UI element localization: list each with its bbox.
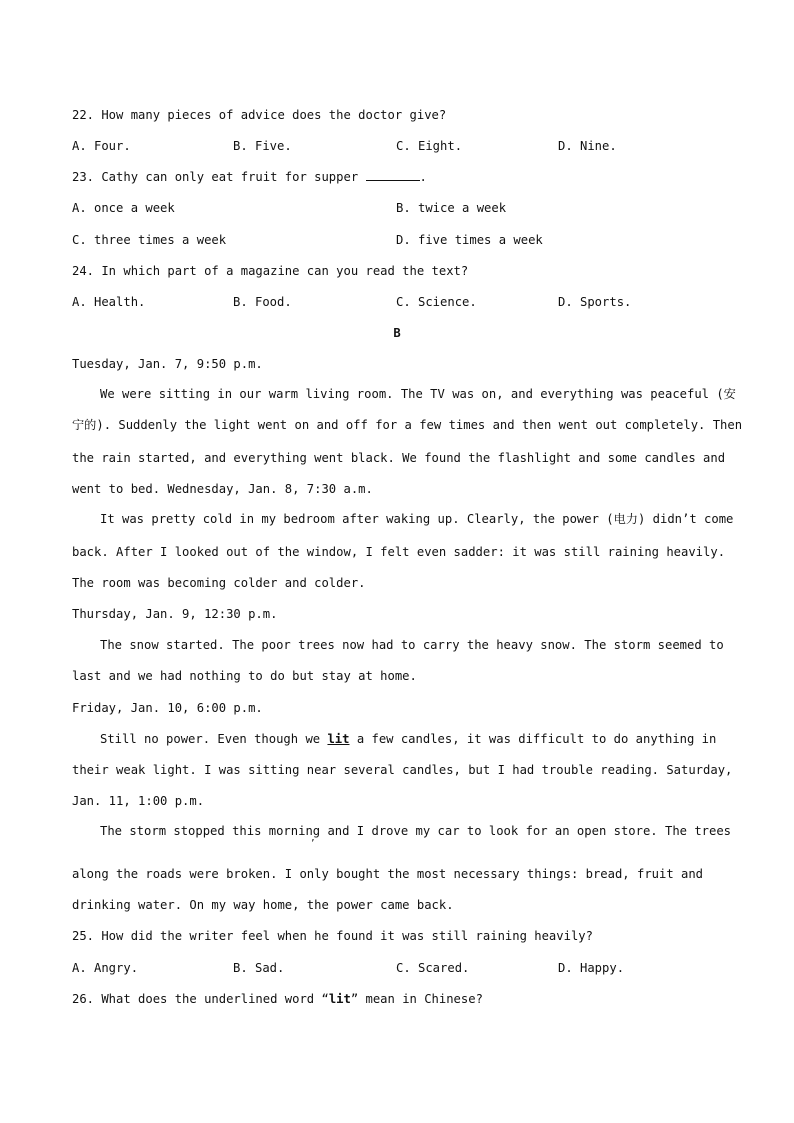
q23-stem-end: .	[419, 170, 427, 184]
passage-line: The snow started. The poor trees now had to carry the heavy snow. The storm seemed to	[100, 638, 724, 652]
passage-line: went to bed. Wednesday, Jan. 8, 7:30 a.m.	[72, 482, 373, 496]
passage-line: last and we had nothing to do but stay at home.	[72, 669, 417, 683]
q22-option-a: A. Four.	[72, 139, 131, 153]
q24-option-b: B. Food.	[233, 295, 292, 309]
q22-option-c: C. Eight.	[396, 139, 463, 153]
q23-option-d: D. five times a week	[396, 233, 543, 247]
underlined-word: lit	[327, 732, 350, 746]
q24-option-d: D. Sports.	[558, 295, 632, 309]
passage-line: The storm stopped this morning and I drove my car to look for an open store. The trees	[100, 824, 732, 838]
passage-line: It was pretty cold in my bedroom after waking up. Clearly, the power (电力) didn’t come	[100, 512, 734, 526]
q22-option-b: B. Five.	[233, 139, 292, 153]
question-26-stem	[72, 991, 483, 1007]
question-25-stem: 25. How did the writer feel when he found it was still raining heavily?	[72, 929, 593, 943]
q25-option-b: B. Sad.	[233, 961, 285, 975]
entry-date-thursday: Thursday, Jan. 9, 12:30 p.m.	[72, 607, 278, 621]
q25-option-d: D. Happy.	[558, 961, 625, 975]
q23-option-a: A. once a week	[72, 201, 175, 215]
entry-date-tuesday: Tuesday, Jan. 7, 9:50 p.m.	[72, 357, 263, 371]
passage-line: their weak light. I was sitting near several candles, but I had trouble reading. Saturday,	[72, 763, 733, 777]
question-24-stem: 24. In which part of a magazine can you read the text?	[72, 264, 469, 278]
q24-option-c: C. Science.	[396, 295, 477, 309]
passage-text: a few candles, it was difficult to do anything in	[349, 732, 717, 746]
q25-option-a: A. Angry.	[72, 961, 139, 975]
passage-line: The room was becoming colder and colder.	[72, 576, 366, 590]
passage-line: back. After I looked out of the window, I felt even sadder: it was still raining heavily.	[72, 545, 726, 559]
passage-line: Jan. 11, 1:00 p.m.	[72, 794, 205, 808]
section-title: B	[393, 326, 401, 340]
passage-line: 宁的). Suddenly the light went on and off for a few times and then went out completely. Then	[72, 418, 743, 432]
q24-option-a: A. Health.	[72, 295, 146, 309]
q25-option-c: C. Scared.	[396, 961, 470, 975]
q23-option-c: C. three times a week	[72, 233, 227, 247]
entry-date-friday: Friday, Jan. 10, 6:00 p.m.	[72, 701, 263, 715]
q23-option-b: B. twice a week	[396, 201, 507, 215]
passage-line: We were sitting in our warm living room. The TV was on, and everything was peaceful (安	[100, 387, 736, 401]
q26-stem-end: ” mean in Chinese?	[350, 992, 483, 1006]
passage-line	[100, 731, 716, 747]
passage-line: drinking water. On my way home, the power came back.	[72, 898, 454, 912]
passage-line: along the roads were broken. I only bought the most necessary things: bread, fruit and	[72, 867, 704, 881]
passage-line: the rain started, and everything went black. We found the flashlight and some candles and	[72, 451, 726, 465]
passage-text: Still no power. Even though we	[100, 732, 328, 746]
q26-stem-text: 26. What does the underlined word “	[72, 992, 329, 1006]
question-23-stem	[72, 169, 427, 185]
stray-mark: ’	[310, 839, 316, 849]
q22-option-d: D. Nine.	[558, 139, 617, 153]
answer-blank	[366, 169, 420, 181]
q23-stem-text: 23. Cathy can only eat fruit for supper	[72, 170, 366, 184]
question-22-stem: 22. How many pieces of advice does the doctor give?	[72, 108, 447, 122]
q26-word: lit	[328, 992, 351, 1006]
